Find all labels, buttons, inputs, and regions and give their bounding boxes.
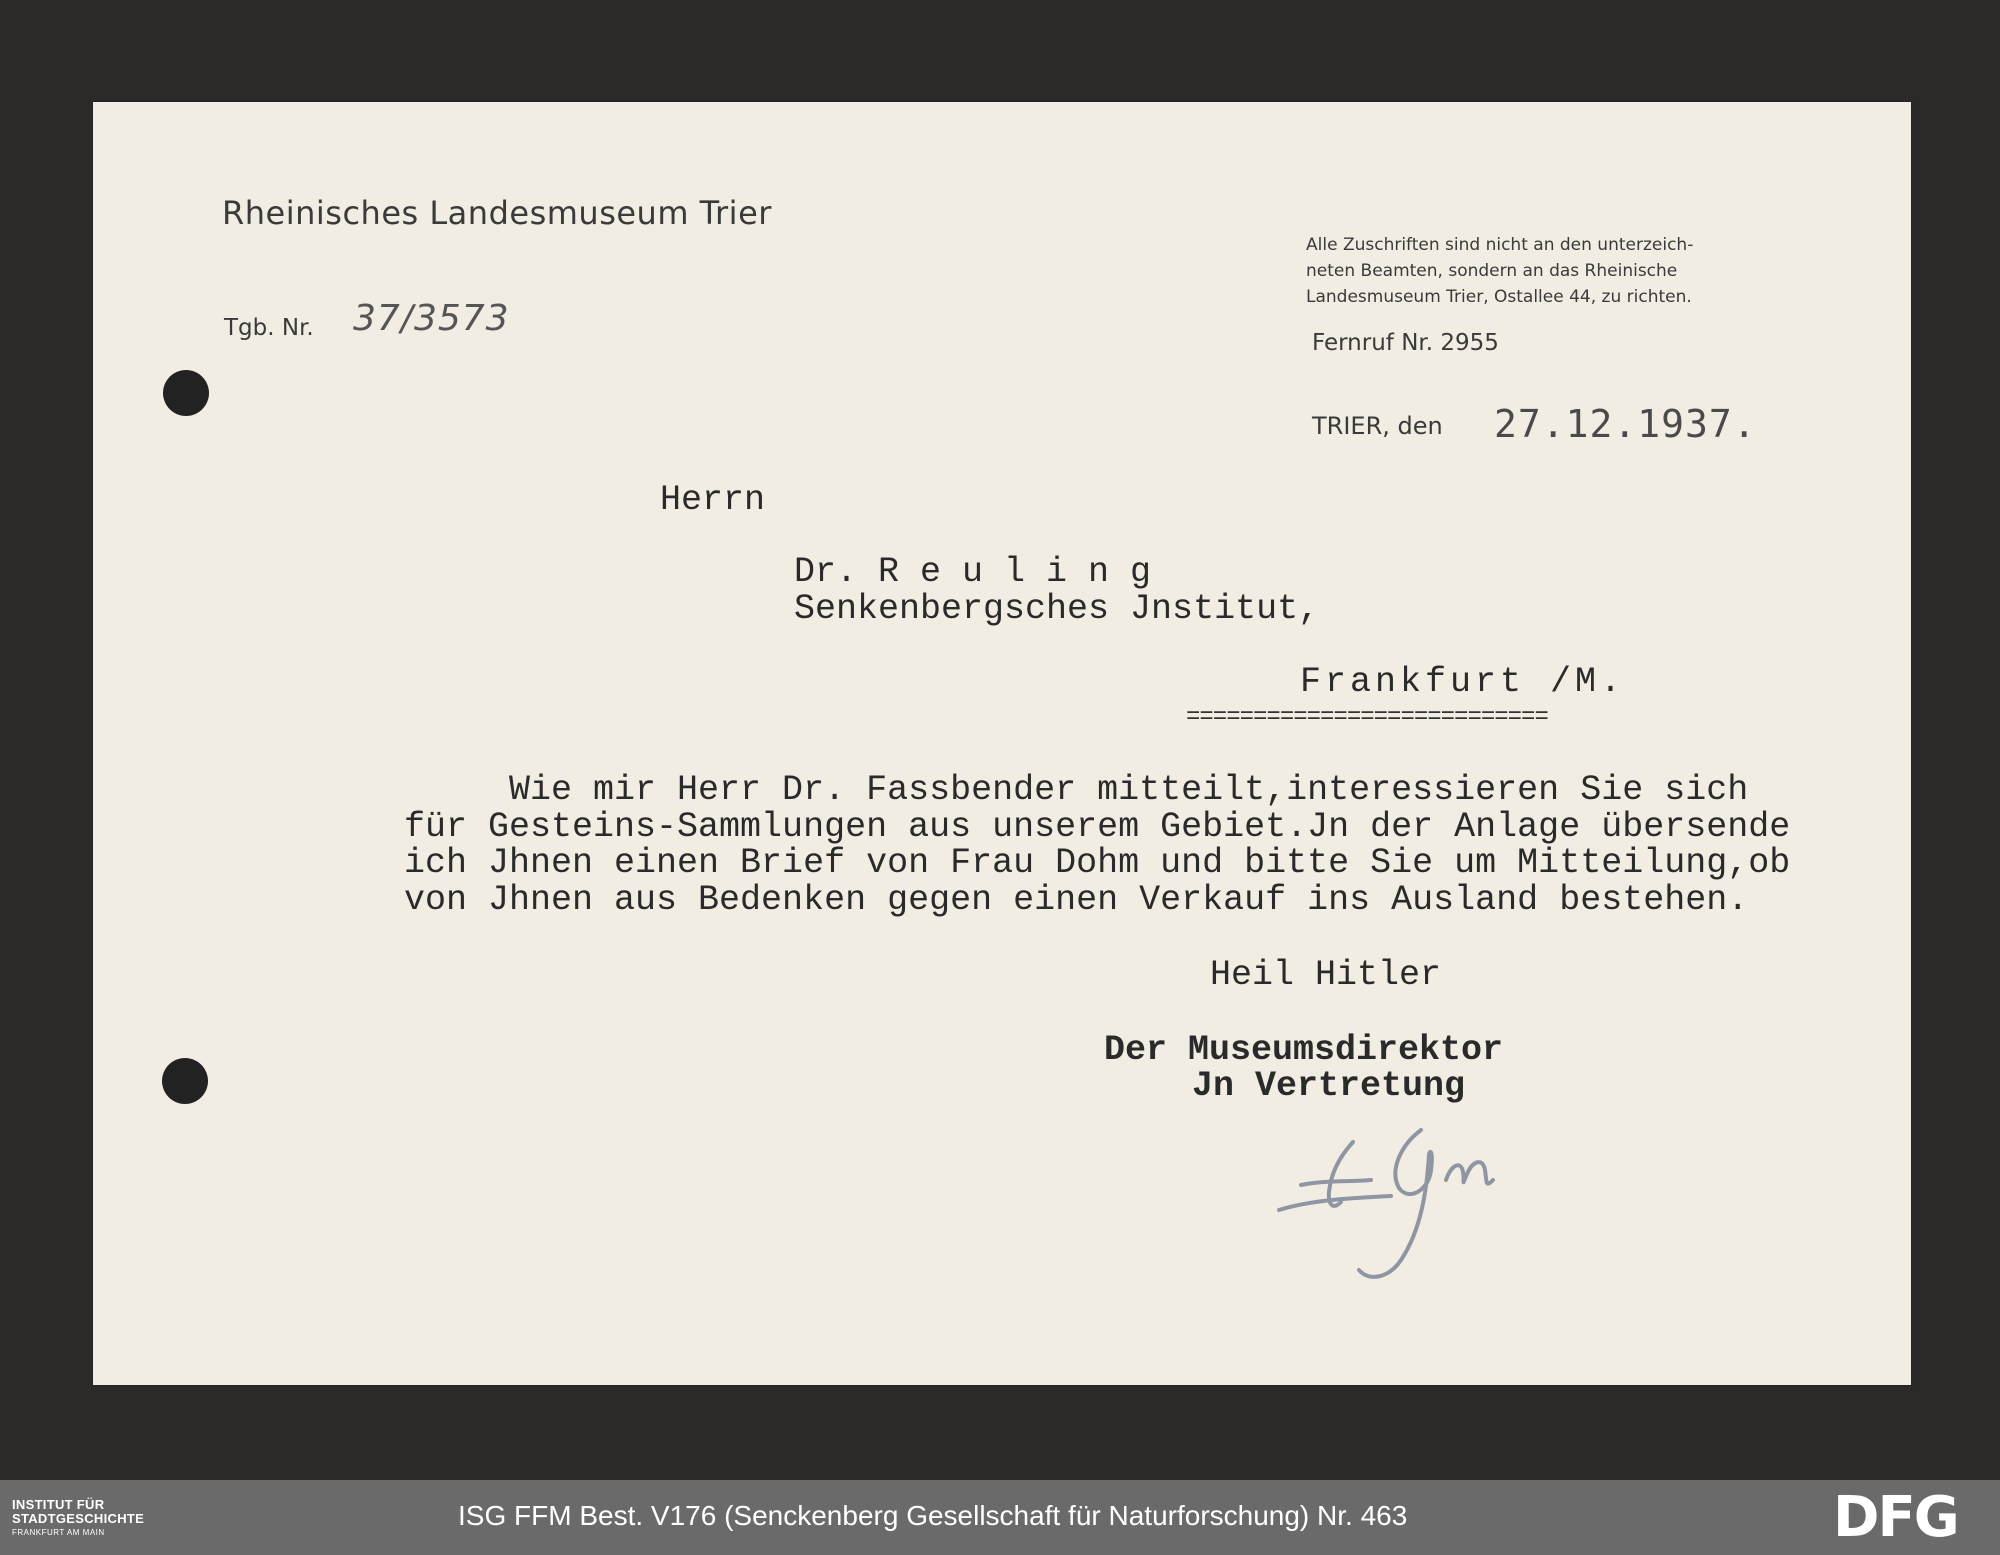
salutation: Herrn xyxy=(660,480,766,520)
tgb-number: 37/3573 xyxy=(353,298,510,339)
isg-logo-line3: FRANKFURT AM MAIN xyxy=(12,1528,105,1537)
closing-greeting: Heil Hitler xyxy=(1210,955,1442,995)
phone-number: Fernruf Nr. 2955 xyxy=(1312,330,1499,356)
signatory-note: Jn Vertretung xyxy=(1192,1066,1466,1106)
dfg-logo: DFG xyxy=(1833,1485,1958,1550)
archive-footer xyxy=(0,1480,2000,1555)
letter-body: Wie mir Herr Dr. Fassbender mitteilt,interessieren Sie sich für Gesteins-Sammlungen aus unserem Gebiet.Jn der Anlage übersende ich Jhnen einen Brief von Frau Dohm und bitte Sie um Mitteilung,ob von Jhnen aus Bedenken gegen einen Verkauf ins Ausland bestehen. xyxy=(404,770,1791,920)
punch-hole-bottom xyxy=(162,1058,208,1104)
letter-date: 27.12.1937. xyxy=(1494,402,1757,446)
handwritten-signature xyxy=(1271,1110,1591,1290)
recipient-address: Dr. R e u l i n g Senkenbergsches Jnstitut, xyxy=(794,552,1320,629)
tgb-label: Tgb. Nr. xyxy=(224,315,314,341)
correspondence-notice: Alle Zuschriften sind nicht an den unterzeich- neten Beamten, sondern an das Rheinische Landesmuseum Trier, Ostallee 44, zu richten. xyxy=(1306,235,1694,307)
isg-logo-line1: INSTITUT FÜR xyxy=(12,1497,105,1512)
punch-hole-top xyxy=(163,370,209,416)
isg-logo xyxy=(12,1498,144,1540)
signatory-title: Der Museumsdirektor xyxy=(1104,1030,1504,1070)
recipient-city: Frankfurt /M. xyxy=(1300,662,1626,702)
museum-title: Rheinisches Landesmuseum Trier xyxy=(222,194,772,232)
isg-logo-line2: STADTGESCHICHTE xyxy=(12,1511,145,1526)
city-underline: =========================== xyxy=(1186,704,1548,731)
letter-page xyxy=(93,102,1911,1385)
place-label: TRIER, den xyxy=(1312,412,1443,440)
archive-caption: ISG FFM Best. V176 (Senckenberg Gesellschaft für Naturforschung) Nr. 463 xyxy=(458,1500,1408,1531)
